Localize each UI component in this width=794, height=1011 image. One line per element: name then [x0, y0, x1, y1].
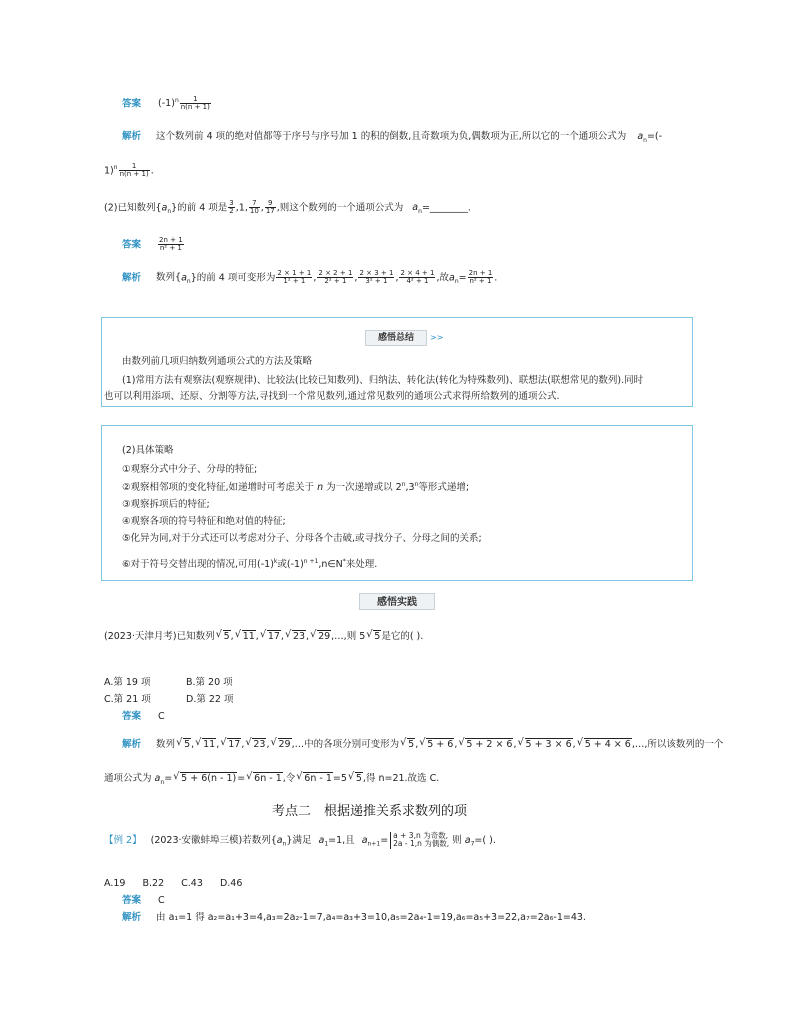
analysis-label: 解析 [122, 131, 142, 142]
example2-options [104, 878, 242, 889]
answer-label: 答案 [122, 98, 142, 110]
practice-option-c: C.第 21 项 [104, 694, 151, 705]
analysis-label: 解析 [122, 739, 142, 750]
strategy-item-1: ①观察分式中分子、分母的特征; [122, 464, 258, 475]
q2-analysis-fraction-4: $\frac{2 \times 4 + 1}{\text{4² + 1}}$ [400, 269, 435, 286]
q2-term3-fraction: $\frac{7}{10}$ [249, 199, 259, 216]
practice-stem: (2023·天津月考)已知数列√ 5,√ 11,√ 17,√ 23,√ 29,…,则 5√ 5是它的( ). [104, 630, 423, 642]
example2-answer-line: 答案 C [122, 895, 165, 906]
summary-p1-line2: 也可以利用添项、还原、分割等方法,寻找到一个常见数列,通过常见数列的通项公式求得所给数列的通项公式. [104, 391, 560, 402]
analysis-label: 解析 [122, 272, 142, 284]
example2-option-b: B.22 [142, 878, 165, 889]
q1-answer-fraction: $\frac{1}{n(n + 1)}$ [180, 95, 210, 112]
example2-option-a: A.19 [104, 878, 126, 889]
q2-analysis-line: 解析 数列$\{a_n\}$的前 4 项可变形为 $\frac{2 \times 1 + 1}{\text{1² + 1}}$ , $\frac{2 \times 2 + 1}{\text{2² + 1}}$ , $\frac{2 \times 3 + 1}{\text{3² + 1}}$ , $\frac{2 \times 4 + 1}{\text{4² + 1}}$ ,故$a_n=$ $\frac{2n + 1}{\text{n² + 1}}$ . [122, 269, 498, 286]
practice-option-b: B.第 20 项 [186, 677, 233, 688]
summary-banner-arrow: >> [430, 333, 444, 342]
q2-answer-line [122, 237, 185, 253]
answer-label: 答案 [122, 239, 142, 251]
q2-answer-fraction: $\frac{2n + 1}{\text{n² + 1}}$ [159, 236, 183, 253]
q1-analysis-line2: 1)$^n$ $\frac{1}{n(n + 1)}$ . [104, 162, 154, 179]
example2-stem: 【例 2】 (2023·安徽蚌埠三模)若数列$\{a_n\}$满足 $a_1=1$,且 $a_{n+1}=$ a + 3,n 为奇数, 2a - 1,n 为偶数, 则 $a_7=$( ). [104, 831, 496, 849]
practice-option-a: A.第 19 项 [104, 677, 151, 688]
q2-term1-fraction: $\frac{3}{2}$ [229, 199, 234, 216]
q2-term4-fraction: $\frac{9}{17}$ [265, 199, 275, 216]
practice-option-d: D.第 22 项 [186, 694, 234, 705]
q2-final-fraction: $\frac{2n + 1}{\text{n² + 1}}$ [468, 269, 493, 286]
example2-option-c: C.43 [181, 878, 203, 889]
q2-stem: (2)已知数列$\{a_n\}$的前 4 项是 $\frac{3}{2}$ ,1, $\frac{7}{10}$ , $\frac{9}{17}$ ,则这个数列的一个通项公式为 $a_n=\_\_\_\_\_\_\_\_$. [104, 199, 471, 216]
strategy-item-6: ⑥对于符号交替出现的情况,可用$(-1)^k$或$(-1)^{n +1},n\in N^*$来处理. [122, 558, 378, 571]
summary-p1-line1: (1)常用方法有观察法(观察规律)、比较法(比较已知数列)、归纳法、转化法(转化为特殊数列)、联想法(联想常见的数列).同时 [122, 375, 644, 386]
example-label: 【例 2】 [104, 834, 142, 846]
practice-analysis-line2: 通项公式为 $a_n=√$ 5 + 6(n - 1)=√ 6n - 1,令√ 6n - 1=5√ 5,得 n=21.故选 C. [104, 772, 439, 786]
example2-analysis-line: 解析 由 a₁=1 得 a₂=a₁+3=4,a₃=2a₂-1=7,a₄=a₃+3=10,a₅=2a₄-1=19,a₆=a₅+3=22,a₇=2a₆-1=43. [122, 912, 586, 923]
practice-banner: 感悟实践 [359, 593, 435, 610]
strategy-title: (2)具体策略 [122, 445, 174, 456]
piecewise-brace: a + 3,n 为奇数, 2a - 1,n 为偶数, [390, 832, 449, 849]
strategy-item-5: ⑤化异为同,对于分式还可以考虑对分子、分母各个击破,或寻找分子、分母之间的关系; [122, 533, 482, 544]
summary-banner: 感悟总结 [365, 330, 427, 346]
analysis-label: 解析 [122, 912, 142, 923]
strategy-item-4: ④观察各项的符号特征和绝对值的特征; [122, 516, 286, 527]
practice-answer-line: 答案 C [122, 711, 165, 722]
section-heading: 考点二 根据递推关系求数列的项 [272, 804, 468, 819]
q2-analysis-fraction-3: $\frac{2 \times 3 + 1}{\text{3² + 1}}$ [359, 269, 394, 286]
example2-option-d: D.46 [219, 878, 243, 889]
strategy-item-2: ②观察相邻项的变化特征,如递增时可考虑关于 n 为一次递增或以 2$^n$,3$^n$等形式递增; [122, 481, 470, 494]
q2-analysis-fraction-1: $\frac{2 \times 1 + 1}{\text{1² + 1}}$ [277, 269, 312, 286]
q1-answer-line: 答案 $(-1)^n$ $\frac{1}{n(n + 1)}$ [122, 95, 210, 112]
q1-analysis-fraction: $\frac{1}{n(n + 1)}$ [119, 162, 149, 179]
summary-title: 由数列前几项归纳数列通项公式的方法及策略 [122, 356, 313, 367]
practice-analysis-line1: 解析 数列√ 5,√ 11,√ 17,√ 23,√ 29,…中的各项分别可变形为√ 5,√ 5 + 6,√ 5 + 2 × 6,√ 5 + 3 × 6,√ 5 + 4 × 6,…,所以该数列的一个 [122, 738, 723, 750]
strategy-item-3: ③观察拆项后的特征; [122, 499, 210, 510]
answer-label: 答案 [122, 711, 142, 722]
q1-analysis-line1: 解析 这个数列前 4 项的绝对值都等于序号与序号加 1 的积的倒数,且奇数项为负,偶数项为正,所以它的一个通项公式为 $a_n=(-$ [122, 131, 663, 144]
answer-label: 答案 [122, 895, 142, 906]
q2-analysis-fraction-2: $\frac{2 \times 2 + 1}{\text{2² + 1}}$ [318, 269, 353, 286]
